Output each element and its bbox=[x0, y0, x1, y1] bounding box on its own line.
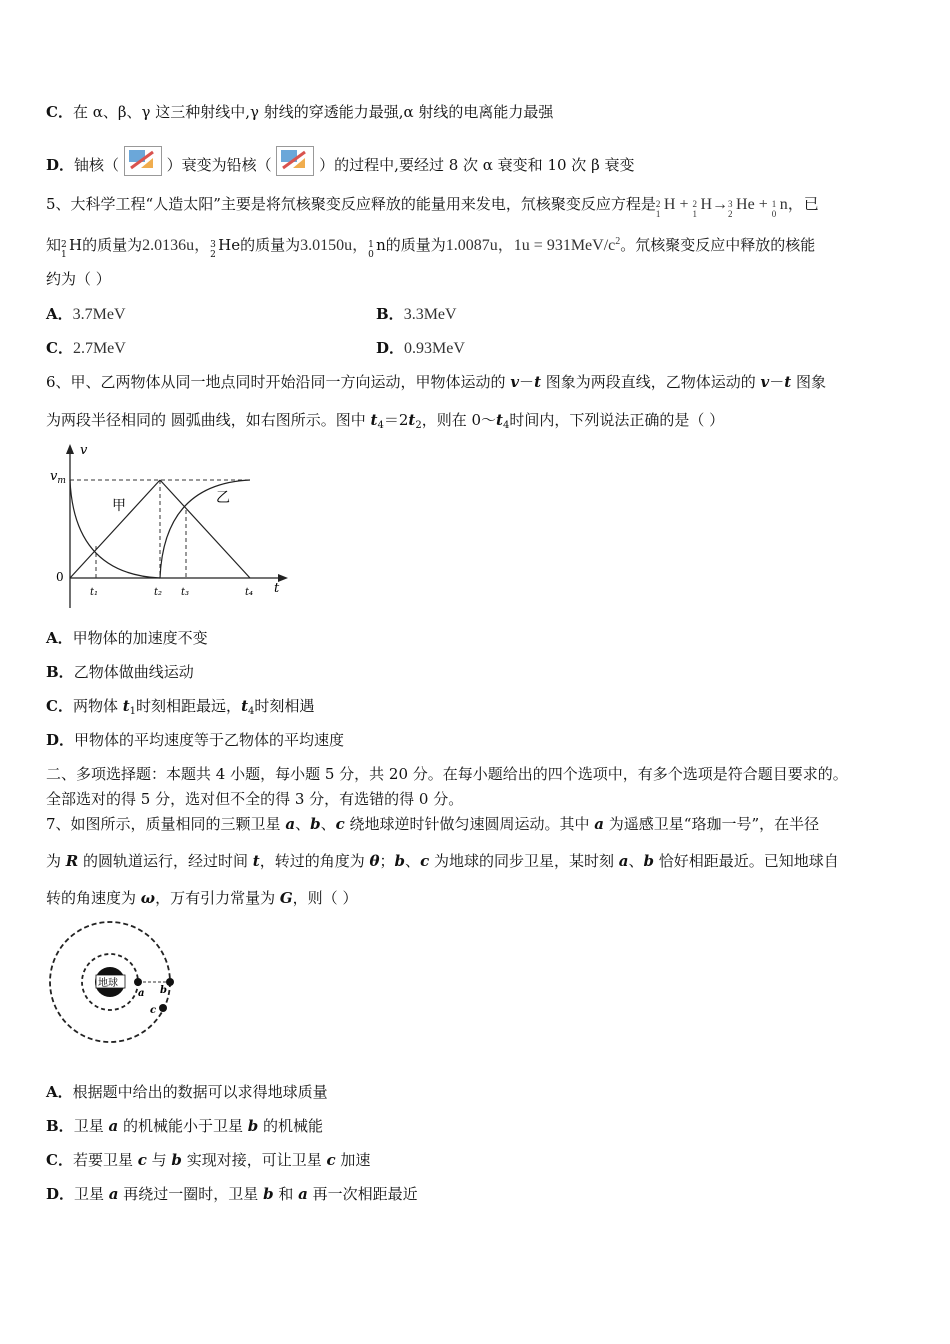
origin-label: 0 bbox=[56, 570, 64, 584]
q6-option-b: B．乙物体做曲线运动 bbox=[46, 663, 194, 681]
jia-label: 甲 bbox=[112, 498, 126, 514]
satellite-c-icon bbox=[159, 1004, 167, 1012]
t-axis-arrow-icon bbox=[278, 574, 288, 582]
q5-option-b: B．3.3MeV bbox=[376, 305, 457, 323]
v-axis-arrow-icon bbox=[66, 444, 74, 454]
q5-option-a: A．3.7MeV bbox=[46, 305, 126, 323]
q7-stem-line3: 转的角速度为 ω，万有引力常量为 G，则（ ） bbox=[46, 889, 358, 907]
q6-option-a: A．甲物体的加速度不变 bbox=[46, 629, 208, 647]
earth-label: 地球 bbox=[98, 978, 118, 989]
q6-stem-line1: 6、甲、乙两物体从同一地点同时开始沿同一方向运动，甲物体运动的 v－t 图象为两段直线，乙物体运动的 v－t 图象 bbox=[46, 373, 826, 391]
q5-option-d: D．0.93MeV bbox=[376, 339, 465, 357]
uranium-image-placeholder-icon bbox=[124, 146, 162, 176]
satellite-a-icon bbox=[134, 978, 142, 986]
yi-label: 乙 bbox=[216, 490, 230, 506]
section2-heading-line1: 二、多项选择题：本题共 4 小题，每小题 5 分，共 20 分。在每小题给出的四个选项中，有多个选项是符合题目要求的。 bbox=[46, 765, 848, 783]
t4-label: t₄ bbox=[245, 587, 254, 598]
q6-stem-line2: 为两段半径相同的 圆弧曲线，如右图所示。图中 $t_4=2t_2$，则在 $0\sim t_4$时间内，下列说法正确的是（ ） bbox=[46, 411, 725, 431]
q7-stem-line2: 为 R 的圆轨道运行，经过时间 t，转过的角度为 θ；b、c 为地球的同步卫星，某时刻 a、b 恰好相距最近。已知地球自 bbox=[46, 852, 839, 870]
q5-option-c: C．2.7MeV bbox=[46, 339, 126, 357]
vt-graph bbox=[44, 438, 294, 608]
orbit-figure bbox=[44, 920, 204, 1050]
q7-option-c: C．若要卫星 c 与 b 实现对接，可让卫星 c 加速 bbox=[46, 1151, 371, 1169]
t3-label: t₃ bbox=[181, 587, 190, 598]
jia-line-rise bbox=[70, 480, 160, 578]
q7-option-b: B．卫星 a 的机械能小于卫星 b 的机械能 bbox=[46, 1117, 324, 1135]
q4-option-c: C．在 α、β、γ 这三种射线中,γ 射线的穿透能力最强,α 射线的电离能力最强 bbox=[46, 103, 554, 121]
q5-stem-line3: 约为（ ） bbox=[46, 270, 111, 288]
section2-heading-line2: 全部选对的得 5 分，选对但不全的得 3 分，有选错的得 0 分。 bbox=[46, 790, 464, 808]
lead-image-placeholder-icon bbox=[276, 146, 314, 176]
satellite-b-label: b bbox=[160, 985, 167, 996]
satellite-c-label: c bbox=[150, 1005, 157, 1016]
q7-stem-line1: 7、如图所示，质量相同的三颗卫星 a、b、c 绕地球逆时针做匀速圆周运动。其中 a 为遥感卫星“珞珈一号”，在半径 bbox=[46, 815, 820, 833]
t1-label: t₁ bbox=[90, 587, 99, 598]
q6-option-c: C．两物体 $t_1$时刻相距最远，$t_4$时刻相遇 bbox=[46, 697, 315, 717]
t2-label: t₂ bbox=[154, 587, 163, 598]
q6-option-d: D．甲物体的平均速度等于乙物体的平均速度 bbox=[46, 731, 345, 749]
satellite-b-icon bbox=[166, 978, 174, 986]
v-axis-label: v bbox=[80, 443, 88, 458]
vm-label: $v_m$ bbox=[50, 469, 66, 486]
t-axis-label: t bbox=[274, 581, 280, 596]
q5-stem-line2: 知 2 1 H的质量为2.0136u， 3 2 He的质量为3.0150u， 1 0 n的质量为1.0087u，$1u = 931MeV/c^2$。氘核聚变反应中释放的核能 bbox=[46, 236, 816, 260]
fusion-equation: 2 1 H + 2 1 H→ 3 2 He + 1 0 n， bbox=[655, 196, 804, 219]
q7-option-a: A．根据题中给出的数据可以求得地球质量 bbox=[46, 1083, 328, 1101]
q5-stem-line1: 5、大科学工程“人造太阳”主要是将氘核聚变反应释放的能量用来发电，氘核聚变反应方程是 2 1 H + 2 1 H→ 3 2 He + 1 0 n，已 bbox=[46, 195, 819, 219]
jia-line-fall bbox=[160, 480, 250, 578]
satellite-a-label: a bbox=[138, 988, 145, 999]
q4-option-d: D．铀核（ ）衰变为铅核（ ）的过程中,要经过 8 次 α 衰变和 10 次 β 衰变 bbox=[46, 146, 635, 176]
q7-option-d: D．卫星 a 再绕过一圈时，卫星 b 和 a 再一次相距最近 bbox=[46, 1185, 418, 1203]
